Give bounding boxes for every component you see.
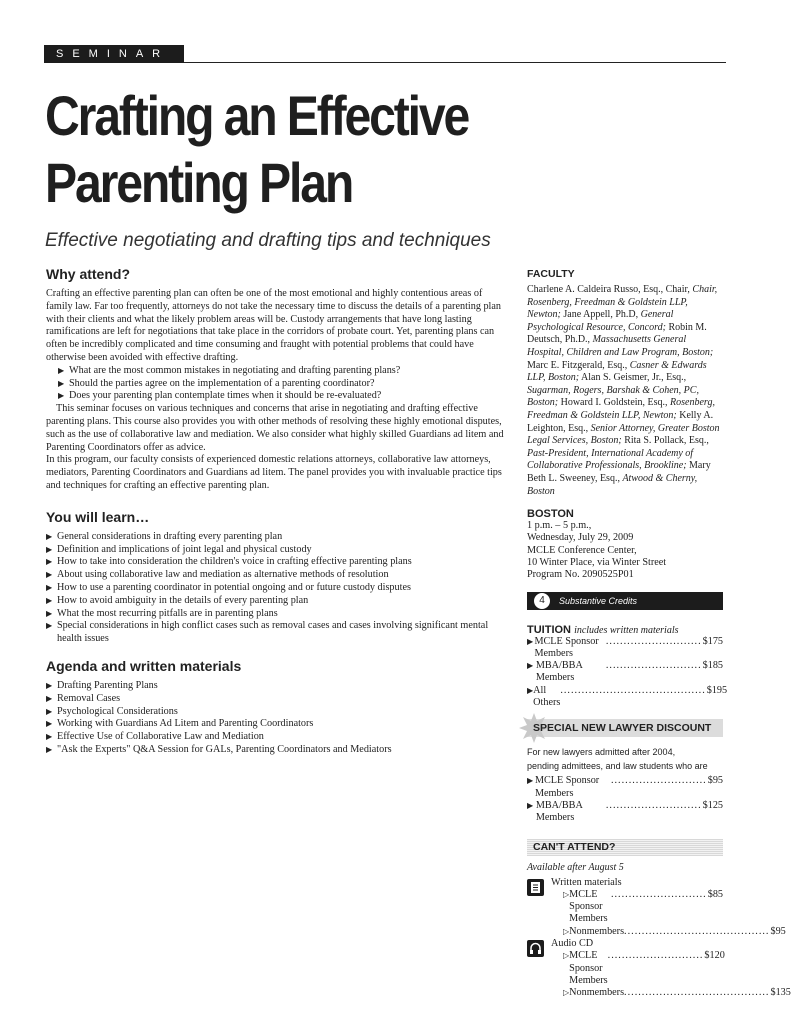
boston-line: 10 Winter Place, via Winter Street [527,556,667,568]
audio-row: ▷ MCLE Sponsor Members ........................... $120 [563,950,725,986]
written-materials-block [527,876,786,938]
agenda-item: ▶ "Ask the Experts" Q&A Session for GALs, Parenting Coordinators and Mediators [46,743,392,755]
faculty-affiliation: Past-President, International Academy of Collaborative Professionals, Brookline; [527,447,694,472]
learn-item: ▶ Definition and implications of joint legal and physical custody [46,543,312,555]
tuition-row: ▶ All Others ......................................... $195 [527,684,728,709]
tuition-row: ▶ MBA/BBA Members ........................... $185 [527,660,723,684]
page-title [45,82,468,216]
faculty-affiliation: General Psychological Resource, Concord; [527,309,674,333]
discount-row: ▶ MCLE Sponsor Members ........................... $95 [527,775,723,799]
triangle-right-icon: ▶ [46,744,53,754]
triangle-right-icon: ▶ [46,732,53,742]
triangle-right-icon: ▶ [58,391,65,401]
why-attend-heading: Why attend? [46,266,130,282]
title-line-1: Crafting an Effective [45,84,469,147]
why-paragraph-2: This seminar focuses on various techniques and concerns that arise in negotiating and drafting effective parenting plans. This course also provides you with other methods of resolving these highly emotional disputes, such as the use of collaborative law and mediation. We also consider what highly skilled Guardians ad litem and Parenting Coordinators offer as advice. [46,403,504,453]
learn-item: ▶ About using collaborative law and mediation as alternative methods of resolution [46,569,389,581]
learn-item: ▶ General considerations in drafting every parenting plan [46,530,283,542]
boston-line: Program No. 2090525P01 [527,569,634,581]
agenda-item: ▶ Drafting Parenting Plans [46,679,158,691]
discount-banner [527,719,723,737]
boston-line: MCLE Conference Center, [527,544,637,556]
discount-line: pending admittees, and law students who are [527,761,708,772]
faculty-name: Mary Beth L. Sweeney, Esq., [527,460,711,484]
triangle-right-icon: ▶ [46,570,53,580]
triangle-right-icon: ▶ [46,582,53,592]
header-rule [184,62,726,63]
you-will-learn-heading: You will learn… [46,508,150,525]
faculty-name: Marc E. Fitzgerald, Esq., [527,359,630,371]
triangle-right-icon: ▶ [46,595,53,605]
learn-item: ▶ What the most recurring pitfalls are in parenting plans [46,607,278,619]
tuition-row: ▶ MCLE Sponsor Members ........................... $175 [527,635,723,659]
subtitle: Effective negotiating and drafting tips and techniques [45,230,491,251]
discount-row: ▶ MBA/BBA Members ........................... $125 [527,799,723,824]
agenda-heading: Agenda and written materials [46,657,242,674]
triangle-right-icon: ▶ [527,636,534,646]
question-item: ▶ Does your parenting plan contemplate times when it should be re-evaluated? [58,390,382,402]
agenda-list [46,680,508,757]
triangle-right-icon: ▶ [46,706,53,716]
title-line-2: Parenting Plan [45,151,353,214]
written-materials-label: Written materials [551,876,622,888]
document-icon [527,879,544,896]
triangle-right-icon: ▶ [46,544,53,554]
tuition-heading: TUITION includes written materials [527,623,679,636]
learn-list [46,531,508,646]
audio-cd-label: Audio CD [551,938,594,950]
faculty-name: Robin M. Deutsch, Ph.D., [527,321,707,346]
faculty-heading: FACULTY [527,268,575,280]
open-triangle-icon: ▷ [563,951,570,961]
seminar-label: SEMINAR [56,48,170,60]
triangle-right-icon: ▶ [46,693,53,703]
cant-attend-banner [527,839,723,856]
faculty-affiliation: Senior Attorney, Greater Boston Legal Services, Boston; [527,422,720,447]
faculty-list [527,284,723,498]
written-row: ▷ Nonmembers ......................................... $95 [563,925,786,937]
boston-line: 1 p.m. – 5 p.m., [527,520,592,532]
triangle-right-icon: ▶ [46,680,53,690]
triangle-right-icon: ▶ [527,685,534,695]
faculty-name: Rita S. Pollack, Esq., [621,435,709,447]
faculty-affiliation: Chair, Rosenberg, Freedman & Goldstein LLP, Newton; [527,284,718,321]
faculty-affiliation: Sugarman, Rogers, Barshak & Cohen, PC, Boston; [527,384,699,409]
question-list [46,365,508,403]
faculty-name: Howard I. Goldstein, Esq., [558,397,671,409]
faculty-name: Charlene A. Caldeira Russo, Esq., Chair, [527,284,693,295]
seminar-band [44,45,184,63]
triangle-right-icon: ▶ [58,378,65,388]
triangle-right-icon: ▶ [46,621,53,631]
cant-attend-heading: CAN'T ATTEND? [533,840,616,853]
credits-label: Substantive Credits [559,595,638,606]
triangle-right-icon: ▶ [527,661,534,671]
triangle-right-icon: ▶ [58,365,65,375]
agenda-item: ▶ Effective Use of Collaborative Law and Mediation [46,731,264,743]
faculty-name: Jane Appell, Ph.D, [560,309,641,321]
learn-item: ▶ How to avoid ambiguity in the details of every parenting plan [46,594,309,606]
open-triangle-icon: ▷ [563,926,570,936]
tuition-note: includes written materials [574,624,679,636]
triangle-right-icon: ▶ [46,557,53,567]
boston-heading: BOSTON [527,508,574,521]
credits-number: 4 [533,592,551,610]
written-row: ▷ MCLE Sponsor Members ........................... $85 [563,888,723,925]
faculty-name: Alan S. Geismer, Jr., Esq., [579,372,687,384]
available-date: Available after August 5 [527,861,624,873]
faculty-name: Kelly A. Leighton, Esq., [527,409,714,434]
faculty-affiliation: Rosenberg, Freedman & Goldstein LLP, Newton; [527,397,715,421]
open-triangle-icon: ▷ [563,889,570,899]
open-triangle-icon: ▷ [563,988,570,998]
agenda-item: ▶ Working with Guardians Ad Litem and Parenting Coordinators [46,718,314,730]
why-paragraph-1: Crafting an effective parenting plan can often be one of the most emotional and highly contentious areas of family law. Far too frequently, attorneys do not take the necessary time to discuss the details of a parenting plan with their clients and what the likely problem areas will be. Custody arrangements that have long lasting ramifications are left for negotiations that take place in the corridors of probate court. Yet, parenting plans can often be incredibly complicated and time consuming and fraught with potential problems that could have otherwise been avoided with effective drafting. [46,288,502,363]
agenda-item: ▶ Psychological Considerations [46,705,178,717]
learn-item: ▶ Special considerations in high conflict cases such as removal cases and cases involving significant mental health issues [46,620,489,645]
why-paragraph-3: In this program, our faculty consists of experienced domestic relations attorneys, collaborative law attorneys, mediators, Parenting Coordinators and Guardians ad litem. The panel provides you with invaluable practice tips and techniques for crafting an effective parenting plan. [46,454,502,491]
headphones-icon [527,940,544,957]
audio-row: ▷ Nonmembers ......................................... $135 [563,987,791,999]
credits-bar [527,592,723,610]
faculty-affiliation: Casner & Edwards LLP, Boston; [527,359,707,384]
discount-heading: SPECIAL NEW LAWYER DISCOUNT [533,722,712,735]
agenda-item: ▶ Removal Cases [46,692,121,704]
triangle-right-icon: ▶ [46,719,53,729]
audio-cd-block [527,938,791,999]
faculty-affiliation: Atwood & Cherny, Boston [527,472,698,497]
tuition-section [527,623,728,710]
discount-line: For new lawyers admitted after 2004, [527,747,676,758]
triangle-right-icon: ▶ [46,608,53,618]
learn-item: ▶ How to use a parenting coordinator in potential ongoing and or future custody disputes [46,581,411,593]
question-item: ▶ What are the most common mistakes in negotiating and drafting parenting plans? [58,364,401,376]
learn-item: ▶ How to take into consideration the children's voice in crafting effective parenting plans [46,556,412,568]
boston-line: Wednesday, July 29, 2009 [527,532,634,544]
faculty-affiliation: Massachusetts General Hospital, Children and Law Program, Boston; [527,334,714,358]
left-column [46,266,508,757]
triangle-right-icon: ▶ [527,776,534,786]
question-item: ▶ Should the parties agree on the implementation of a parenting coordinator? [58,377,375,389]
triangle-right-icon: ▶ [527,800,534,810]
right-column [527,268,791,1000]
triangle-right-icon: ▶ [46,531,53,541]
